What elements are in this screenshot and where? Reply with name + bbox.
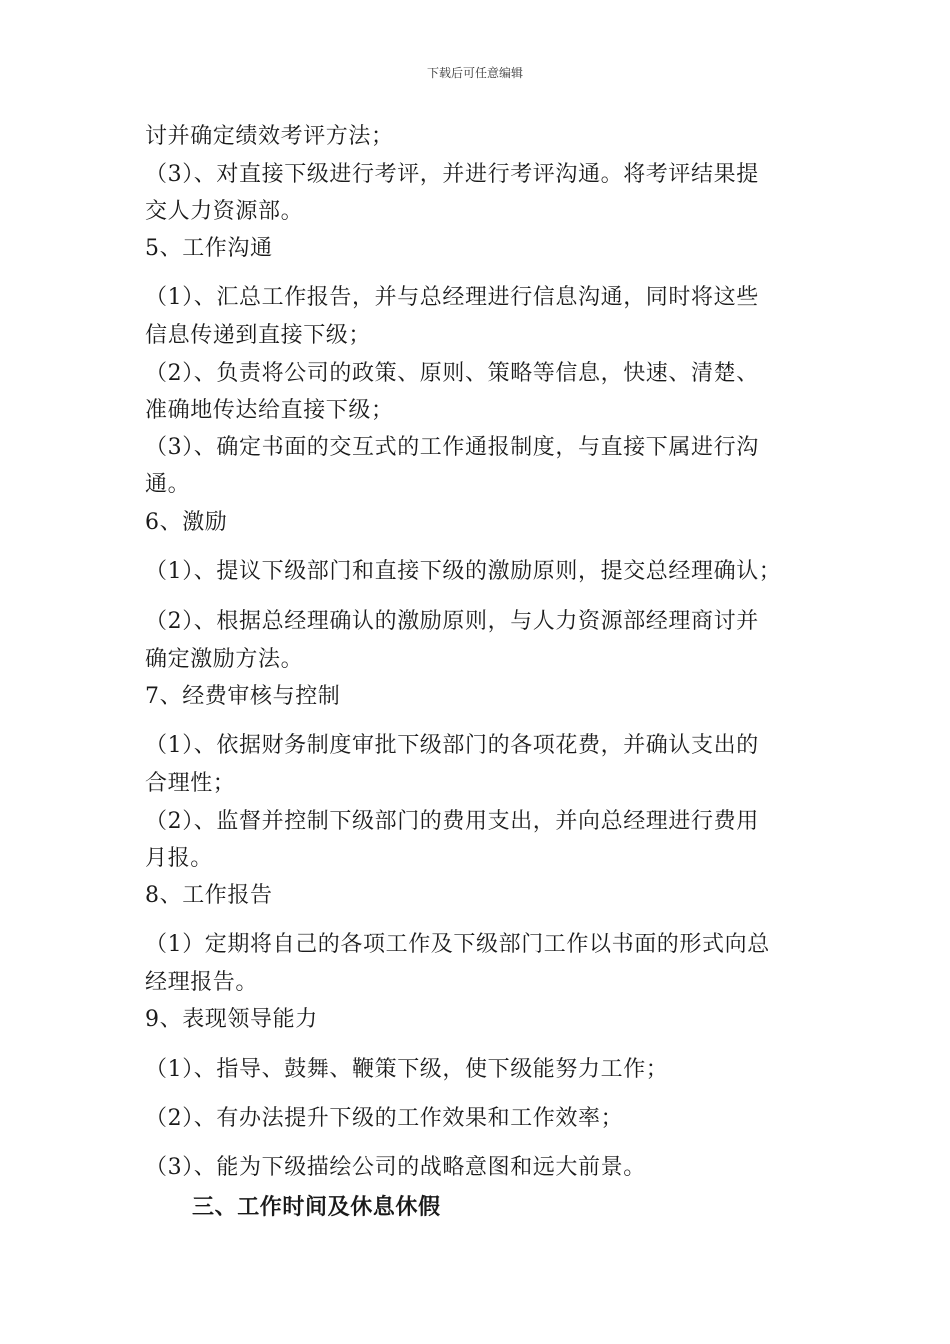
- text-line: （3）、对直接下级进行考评，并进行考评沟通。将考评结果提: [145, 162, 759, 187]
- section-title-9: 9、表现领导能力: [145, 1007, 318, 1032]
- text-line: 经理报告。: [145, 970, 259, 995]
- text-line: 月报。: [145, 846, 213, 871]
- text-line: （1）、指导、鼓舞、鞭策下级，使下级能努力工作；: [145, 1057, 669, 1082]
- section-title-5: 5、工作沟通: [145, 236, 273, 261]
- text-line: 交人力资源部。: [145, 199, 304, 224]
- section-title-8: 8、工作报告: [145, 883, 273, 908]
- section-title-7: 7、经费审核与控制: [145, 684, 341, 709]
- text-line: （2）、根据总经理确认的激励原则，与人力资源部经理商讨并: [145, 609, 759, 634]
- text-line: （2）、负责将公司的政策、原则、策略等信息，快速、清楚、: [145, 361, 759, 386]
- text-line: 通。: [145, 472, 191, 497]
- text-line: （3）、确定书面的交互式的工作通报制度，与直接下属进行沟: [145, 435, 759, 460]
- text-line: 准确地传达给直接下级；: [145, 398, 394, 423]
- text-line: 讨并确定绩效考评方法；: [145, 124, 394, 149]
- text-line: （1）、依据财务制度审批下级部门的各项花费，并确认支出的: [145, 733, 759, 758]
- text-line: （1）、提议下级部门和直接下级的激励原则，提交总经理确认；: [145, 559, 782, 584]
- section-title-6: 6、激励: [145, 510, 228, 535]
- text-line: （1）、汇总工作报告，并与总经理进行信息沟通，同时将这些: [145, 285, 759, 310]
- text-line: （2）、监督并控制下级部门的费用支出，并向总经理进行费用: [145, 809, 759, 834]
- text-line: （1）定期将自己的各项工作及下级部门工作以书面的形式向总: [145, 932, 770, 957]
- page-header: 下载后可任意编辑: [426, 66, 523, 80]
- text-line: （2）、有办法提升下级的工作效果和工作效率；: [145, 1106, 624, 1131]
- text-line: （3）、能为下级描绘公司的战略意图和远大前景。: [145, 1155, 646, 1180]
- text-line: 确定激励方法。: [145, 647, 304, 672]
- text-line: 信息传递到直接下级；: [145, 323, 372, 348]
- text-line: 合理性；: [145, 771, 236, 796]
- section-heading: 三、工作时间及休息休假: [192, 1194, 441, 1220]
